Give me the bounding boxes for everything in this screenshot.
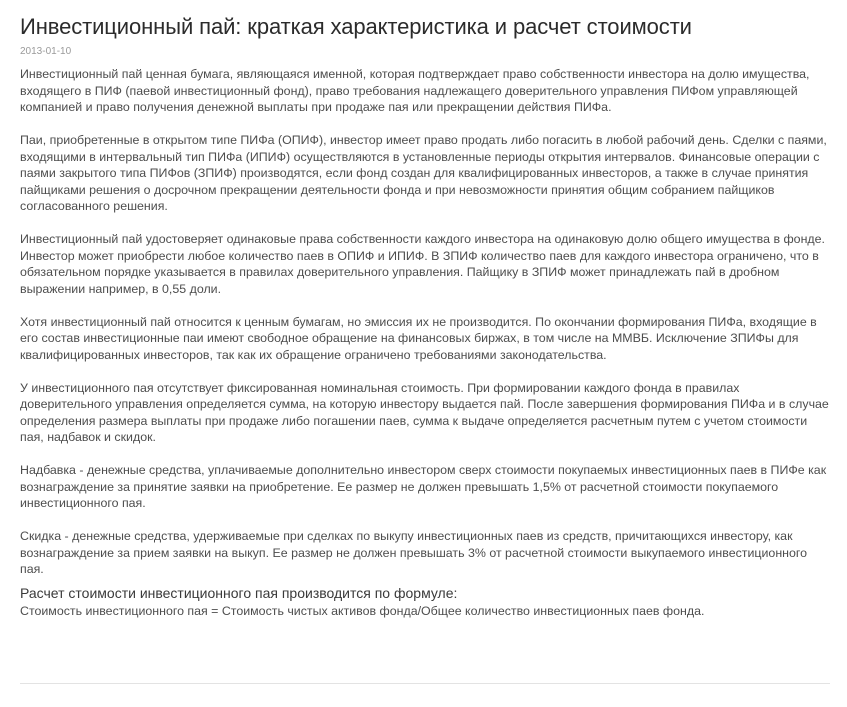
formula-heading: Расчет стоимости инвестиционного пая производится по формуле: [20, 584, 458, 601]
article [20, 14, 832, 619]
paragraph-circulation: Хотя инвестиционный пай относится к ценным бумагам, но эмиссия их не производится. По окончании формирования ПИФа, входящие в его состав инвестиционные паи имеют свободное обращение на финансовых биржах, в том числе на ММВБ. Исключение ЗПИФы для квалифицированных инвесторов, так как их обращение ограничено требованиями законодательства. [20, 314, 817, 362]
paragraph-markup: Надбавка - денежные средства, уплачиваемые дополнительно инвестором сверх стоимости покупаемых инвестиционных паев в ПИФе как вознаграждение за принятие заявки на приобретение. Ее размер не должен превышать 1,5% от расчетной стоимости покупаемого инвестиционного пая. [20, 463, 827, 510]
paragraph-nominal-value: У инвестиционного пая отсутствует фиксированная номинальная стоимость. При формировании каждого фонда в правилах доверительного управления определяется сумма, на которую инвестору выдается пай. После завершения формирования ПИФа и в случае определения размера выплаты при продаже либо погашении паев, сумма к выдаче определяется расчетным путем с учетом стоимости пая, надбавок и скидок. [20, 380, 829, 444]
paragraph-rights: Инвестиционный пай удостоверяет одинаковые права собственности каждого инвестора на одинаковую долю общего имущества в фонде. Инвестор может приобрести любое количество паев в ОПИФ и ИПИФ. В ЗПИФ количество паев для каждого инвестора ограничено, что в обязательном порядке указывается в правилах доверительного управления. Пайщику в ЗПИФ может принадлежать пай в дробном выражении например, в 0,55 доли. [20, 232, 825, 296]
formula-text: Стоимость инвестиционного пая = Стоимость чистых активов фонда/Общее количество инвестиционных паев фонда. [20, 603, 705, 618]
paragraph-definition: Инвестиционный пай ценная бумага, являющаяся именной, которая подтверждает право собственности инвестора на долю имущества, входящего в ПИФ (паевой инвестиционный фонд), право требования надлежащего доверительного управления ПИФом управляющей компанией и право получения денежной выплаты при продаже пая или прекращении действия ПИФа. [20, 67, 810, 114]
paragraph-fund-types: Паи, приобретенные в открытом типе ПИФа (ОПИФ), инвестор имеет право продать либо погасить в любой рабочий день. Сделки с паями, входящими в интервальный тип ПИФа (ИПИФ) осуществляются в установленные периоды открытия интервалов. Финансовые операции с паями закрытого типа ПИФов (ЗПИФ) производятся, если фонд создан для квалифицированных инвесторов, а также в случае принятия пайщиками решения о досрочном прекращении деятельности фонда и при невозможности принятия общим собранием пайщиков согласованного решения. [20, 133, 827, 213]
article-date: 2013-01-10 [20, 46, 72, 57]
article-body [20, 66, 832, 619]
article-title: Инвестиционный пай: краткая характеристика и расчет стоимости [20, 14, 692, 39]
paragraph-discount: Скидка - денежные средства, удерживаемые при сделках по выкупу инвестиционных паев из средств, причитающихся инвестору, как вознаграждение за прием заявки на выкуп. Ее размер не должен превышать 3% от расчетной стоимости выкупаемого инвестиционного пая. [20, 529, 808, 576]
article-divider [20, 683, 830, 684]
